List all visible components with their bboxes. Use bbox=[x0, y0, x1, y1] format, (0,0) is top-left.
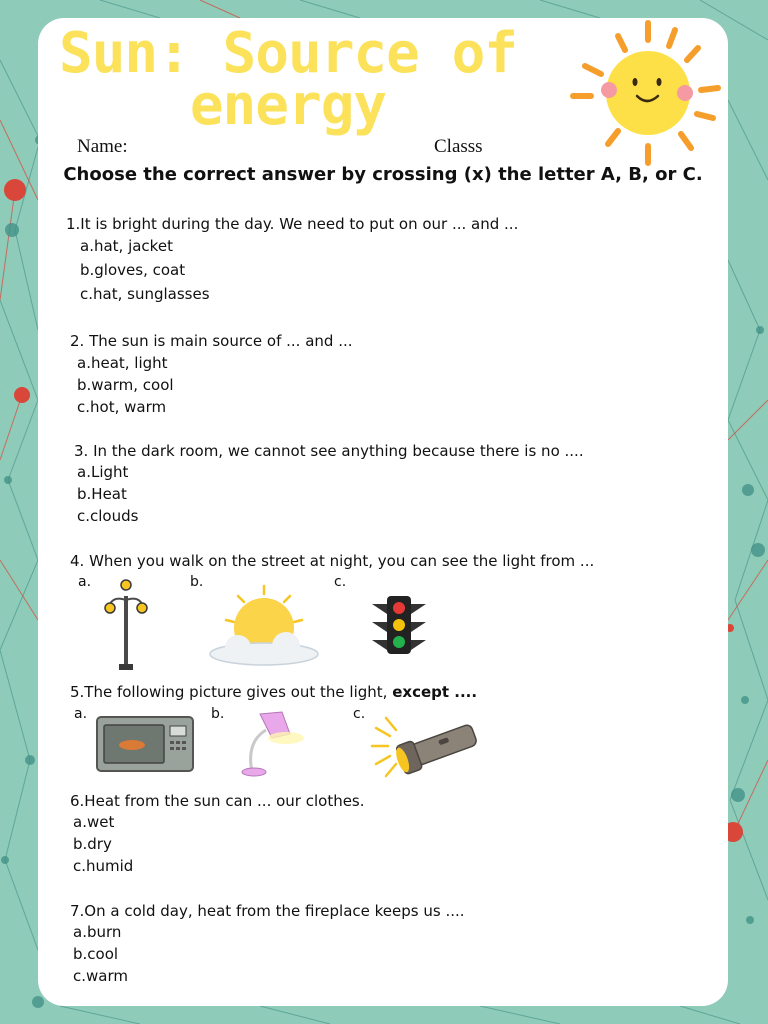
sun-cloud-icon[interactable] bbox=[208, 584, 320, 666]
smiling-sun-icon bbox=[563, 18, 728, 178]
question-5-prompt: 5.The following picture gives out the light, bbox=[70, 683, 393, 701]
question-6-text: 6.Heat from the sun can ... our clothes. bbox=[70, 792, 365, 810]
question-3-option-a[interactable]: a.Light bbox=[77, 463, 129, 481]
microwave-icon[interactable] bbox=[96, 716, 194, 772]
flashlight-icon[interactable] bbox=[368, 712, 482, 782]
question-3-option-b[interactable]: b.Heat bbox=[77, 485, 127, 503]
question-5-letter-c[interactable]: c. bbox=[353, 706, 366, 722]
name-label: Name: bbox=[77, 136, 128, 157]
question-3-text: 3. In the dark room, we cannot see anything because there is no .... bbox=[74, 442, 584, 460]
question-5-letter-b[interactable]: b. bbox=[211, 706, 225, 722]
question-4-letter-c[interactable]: c. bbox=[334, 574, 347, 590]
worksheet-title bbox=[38, 21, 538, 138]
question-7-text: 7.On a cold day, heat from the fireplace keeps us .... bbox=[70, 902, 465, 920]
question-1-option-c[interactable]: c.hat, sunglasses bbox=[80, 285, 210, 303]
question-6-option-c[interactable]: c.humid bbox=[73, 857, 134, 875]
question-5-emphasis: except .... bbox=[392, 683, 478, 701]
instructions-text: Choose the correct answer by crossing (x) the letter A, B, or C. bbox=[63, 164, 703, 185]
question-4-letter-b[interactable]: b. bbox=[190, 574, 204, 590]
street-lamp-icon[interactable] bbox=[102, 578, 150, 672]
question-3-option-c[interactable]: c.clouds bbox=[77, 507, 139, 525]
question-1-text: 1.It is bright during the day. We need to put on our ... and ... bbox=[66, 215, 519, 233]
title-line-2: energy bbox=[189, 73, 387, 138]
question-6-option-a[interactable]: a.wet bbox=[73, 813, 115, 831]
question-5-letter-a[interactable]: a. bbox=[74, 706, 88, 722]
question-5-text bbox=[70, 681, 477, 703]
desk-lamp-icon[interactable] bbox=[234, 708, 306, 778]
question-7-option-b[interactable]: b.cool bbox=[73, 945, 119, 963]
question-2-option-b[interactable]: b.warm, cool bbox=[77, 376, 174, 394]
question-7-option-a[interactable]: a.burn bbox=[73, 923, 122, 941]
title-line-1: Sun: Source of bbox=[58, 21, 517, 86]
question-6-option-b[interactable]: b.dry bbox=[73, 835, 112, 853]
question-4-text: 4. When you walk on the street at night, you can see the light from ... bbox=[70, 552, 595, 570]
question-2-option-c[interactable]: c.hot, warm bbox=[77, 398, 167, 416]
question-7-option-c[interactable]: c.warm bbox=[73, 967, 128, 985]
question-1-option-b[interactable]: b.gloves, coat bbox=[80, 261, 186, 279]
traffic-light-icon[interactable] bbox=[370, 594, 428, 656]
question-2-option-a[interactable]: a.heat, light bbox=[77, 354, 168, 372]
question-1-option-a[interactable]: a.hat, jacket bbox=[80, 237, 173, 255]
question-2-text: 2. The sun is main source of ... and ... bbox=[70, 332, 353, 350]
question-4-letter-a[interactable]: a. bbox=[78, 574, 92, 590]
class-label: Classs bbox=[434, 136, 483, 157]
worksheet-page bbox=[38, 18, 728, 1006]
